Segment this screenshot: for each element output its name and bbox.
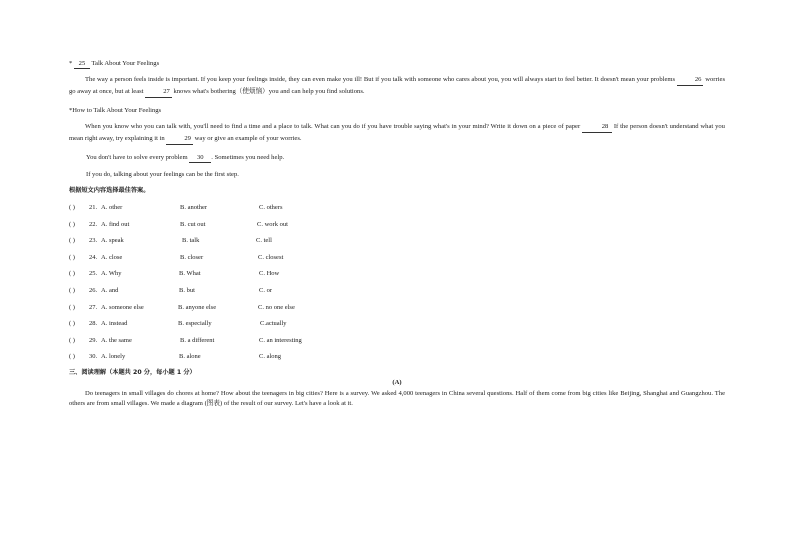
- blank-28: 28: [582, 121, 612, 133]
- option-b: B. another: [180, 204, 208, 211]
- p1-text-c: knows what's bothering（使烦恼）you and can help you find solutions.: [173, 88, 365, 95]
- p2-text-a: When you know who you can talk with, you'll need to find a time and a place to talk. What can you do if you have trouble saying what's in your mind? Write it down on a piece of paper: [85, 123, 581, 130]
- question-number: 27.: [89, 304, 98, 311]
- question-number: 26.: [89, 287, 98, 294]
- answer-paren[interactable]: ( ): [69, 204, 75, 211]
- p3-text-a: You don't have to solve every problem: [86, 154, 188, 161]
- option-c: C. no one else: [258, 304, 295, 311]
- paragraph-2: [69, 121, 725, 145]
- option-b: B. but: [179, 287, 195, 294]
- option-b: B. closer: [180, 254, 204, 261]
- paragraph-1: [69, 74, 725, 98]
- answer-paren[interactable]: ( ): [69, 237, 75, 244]
- question-number: 30.: [89, 353, 98, 360]
- question-number: 23.: [89, 237, 98, 244]
- option-c: C. others: [259, 204, 283, 211]
- section-a-label: (A): [392, 379, 402, 386]
- paragraph-4: If you do, talking about your feelings can be the first step.: [86, 171, 239, 178]
- option-a: A. lonely: [101, 353, 126, 360]
- option-b: B. anyone else: [178, 304, 217, 311]
- blank-29: 29: [166, 133, 193, 145]
- option-c: C. along: [259, 353, 282, 360]
- option-b: B. cut out: [180, 221, 206, 228]
- option-a: A. instead: [101, 320, 128, 327]
- question-number: 25.: [89, 270, 98, 277]
- heading-text: Talk About Your Feelings: [91, 60, 160, 67]
- option-b: B. a different: [180, 337, 215, 344]
- blank-27: 27: [145, 86, 172, 98]
- option-c: C. work out: [257, 221, 288, 228]
- answer-paren[interactable]: ( ): [69, 337, 75, 344]
- option-c: C. How: [259, 270, 280, 277]
- answer-paren[interactable]: ( ): [69, 270, 75, 277]
- answer-paren[interactable]: ( ): [69, 353, 75, 360]
- p1-text-b: worries go away at once, but at least: [69, 76, 726, 95]
- heading-talk-about-feelings: [69, 59, 159, 69]
- blank-30: 30: [189, 153, 211, 163]
- option-a: A. the same: [101, 337, 132, 344]
- option-c: C. tell: [256, 237, 272, 244]
- answer-paren[interactable]: ( ): [69, 320, 75, 327]
- option-c: C.actually: [260, 320, 287, 327]
- option-c: C. closest: [258, 254, 284, 261]
- answer-paren[interactable]: ( ): [69, 221, 75, 228]
- option-c: C. or: [259, 287, 272, 294]
- question-number: 28.: [89, 320, 98, 327]
- option-a: A. close: [101, 254, 123, 261]
- option-a: A. someone else: [101, 304, 144, 311]
- option-a: A. speak: [101, 237, 124, 244]
- question-number: 24.: [89, 254, 98, 261]
- p2-text-c: way or give an example of your worries.: [194, 135, 302, 142]
- option-a: A. find out: [101, 221, 130, 228]
- option-b: B. alone: [179, 353, 201, 360]
- heading-prefix: *: [69, 60, 73, 67]
- answer-paren[interactable]: ( ): [69, 304, 75, 311]
- question-number: 22.: [89, 221, 98, 228]
- option-a: A. Why: [101, 270, 122, 277]
- question-number: 21.: [89, 204, 98, 211]
- answer-paren[interactable]: ( ): [69, 254, 75, 261]
- option-c: C. an interesting: [259, 337, 302, 344]
- section-3-heading: 三、阅读理解（本题共 20 分，每小题 1 分）: [69, 369, 196, 376]
- p1-text-a: The way a person feels inside is important. If you keep your feelings inside, they can even make you ill! But if you talk with someone who cares about you, you will always start to feel better. It doesn't mean your problems: [85, 76, 676, 83]
- p2-text-b: If the person doesn't understand what you mean right away, try explaining it in: [69, 123, 725, 142]
- option-b: B. What: [179, 270, 201, 277]
- p3-text-b: . Sometimes you need help.: [211, 154, 285, 161]
- heading-how-to-talk: *How to Talk About Your Feelings: [69, 107, 162, 114]
- blank-25: 25: [74, 59, 90, 69]
- option-b: B. talk: [182, 237, 200, 244]
- blank-26: 26: [677, 74, 704, 86]
- option-a: A. and: [101, 287, 119, 294]
- option-a: A. other: [101, 204, 123, 211]
- option-b: B. especially: [178, 320, 212, 327]
- instruction: 根据短文内容选择最佳答案。: [69, 187, 150, 194]
- paragraph-3: [86, 153, 284, 163]
- reading-paragraph: Do teenagers in small villages do chores at home? How about the teenagers in big cities? Here is a survey. We asked 4,000 teenagers in China several questions. Half of them come from big cities like Beijing, Shanghai and Guangzhou. The others are from small villages. We made a diagram (图表) of the result of our survey. Let's have a look at it.: [69, 390, 725, 407]
- question-number: 29.: [89, 337, 98, 344]
- answer-paren[interactable]: ( ): [69, 287, 75, 294]
